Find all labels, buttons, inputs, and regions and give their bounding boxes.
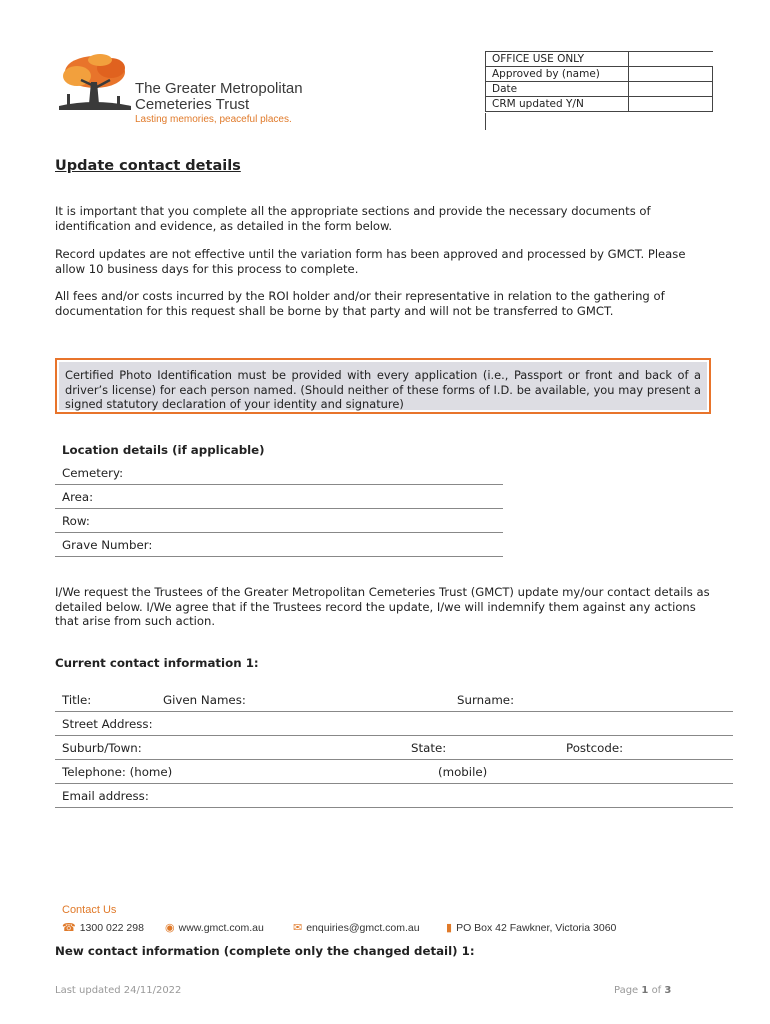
cemetery-field[interactable]	[55, 461, 503, 485]
intro-paragraph-2: Record updates are not effective until the variation form has been approved and processed by GMCT. Please allow 10 business days for this process to complete.	[55, 247, 686, 276]
surname-label: Surname:	[457, 693, 515, 707]
page-number	[614, 985, 671, 996]
office-use-border-line	[485, 113, 486, 130]
street-address-field[interactable]	[55, 712, 733, 736]
postcode-label: Postcode:	[566, 741, 624, 755]
office-use-approved-label: Approved by (name)	[486, 67, 629, 82]
given-names-label: Given Names:	[163, 693, 246, 707]
page-title: Update contact details	[55, 158, 241, 174]
street-address-label: Street Address:	[62, 717, 153, 731]
suburb-label: Suburb/Town:	[62, 741, 142, 755]
area-label: Area:	[62, 490, 94, 504]
photo-id-notice	[55, 358, 711, 414]
intro-paragraph-3: All fees and/or costs incurred by the ROI holder and/or their representative in relation to the gathering of documentation for this request shall be borne by that party and will not be transferred to GMCT.	[55, 289, 665, 318]
page-total: 3	[664, 985, 672, 996]
row-field[interactable]	[55, 509, 503, 533]
title-label: Title:	[62, 693, 92, 707]
mail-icon: ✉	[293, 922, 303, 934]
contact-us-label: Contact Us	[62, 904, 117, 916]
office-use-approved-value[interactable]	[629, 67, 713, 82]
state-label: State:	[411, 741, 447, 755]
suburb-row[interactable]	[55, 736, 733, 760]
web-icon: ◉	[165, 922, 175, 934]
office-use-table	[485, 51, 713, 112]
page-word: Page	[614, 985, 639, 996]
contact-web[interactable]	[165, 921, 264, 934]
logo-title-line2: Cemeteries Trust	[135, 96, 250, 113]
photo-id-notice-text: Certified Photo Identification must be provided with every application (i.e., Passport or front and back of a driver’s license) for each person named. (Should neither of these forms of I.D. be available, you may present a signed statutory declaration of your identity and signature)	[59, 362, 707, 410]
of-word: of	[651, 985, 662, 996]
telephone-row[interactable]	[55, 760, 733, 784]
office-use-crm-value[interactable]	[629, 97, 713, 112]
contact-post	[446, 921, 616, 934]
location-details-title: Location details (if applicable)	[62, 443, 265, 457]
gmct-logo	[55, 48, 335, 130]
office-use-date-label: Date	[486, 82, 629, 97]
mobile-label: (mobile)	[438, 765, 488, 779]
area-field[interactable]	[55, 485, 503, 509]
office-use-date-value[interactable]	[629, 82, 713, 97]
logo-title	[135, 81, 303, 113]
office-use-box	[485, 51, 713, 112]
contact-phone-text: 1300 022 298	[79, 922, 144, 934]
telephone-home-label: Telephone: (home)	[62, 765, 173, 779]
phone-icon: ☎	[62, 922, 76, 934]
contact-email-text: enquiries@gmct.com.au	[306, 922, 420, 934]
grave-number-label: Grave Number:	[62, 538, 153, 552]
contact-web-text: www.gmct.com.au	[178, 922, 264, 934]
page-current: 1	[641, 985, 649, 996]
row-label: Row:	[62, 514, 90, 528]
contact-email[interactable]	[293, 921, 420, 934]
grave-number-field[interactable]	[55, 533, 503, 557]
name-row[interactable]	[55, 688, 733, 712]
cemetery-label: Cemetery:	[62, 466, 124, 480]
tree-logo-icon	[55, 52, 133, 114]
new-contact-title: New contact information (complete only the changed detail) 1:	[55, 944, 475, 958]
office-use-header: OFFICE USE ONLY	[486, 52, 629, 67]
current-contact-title: Current contact information 1:	[55, 656, 259, 670]
intro-paragraph-1: It is important that you complete all the appropriate sections and provide the necessary documents of identification and evidence, as detailed in the form below.	[55, 204, 651, 233]
email-address-field[interactable]	[55, 784, 733, 808]
request-paragraph: I/We request the Trustees of the Greater Metropolitan Cemeteries Trust (GMCT) update my/our contact details as detailed below. I/We agree that if the Trustees record the update, I/we will indemnify them against any actions that arise from such action.	[55, 585, 710, 628]
office-use-crm-label: CRM updated Y/N	[486, 97, 629, 112]
last-updated: Last updated 24/11/2022	[55, 985, 182, 996]
contact-phone	[62, 921, 144, 934]
email-address-label: Email address:	[62, 789, 149, 803]
logo-title-line1: The Greater Metropolitan	[135, 80, 303, 97]
mailbox-icon: ▮	[446, 922, 453, 934]
logo-tagline: Lasting memories, peaceful places.	[135, 114, 292, 125]
contact-post-text: PO Box 42 Fawkner, Victoria 3060	[456, 922, 617, 934]
